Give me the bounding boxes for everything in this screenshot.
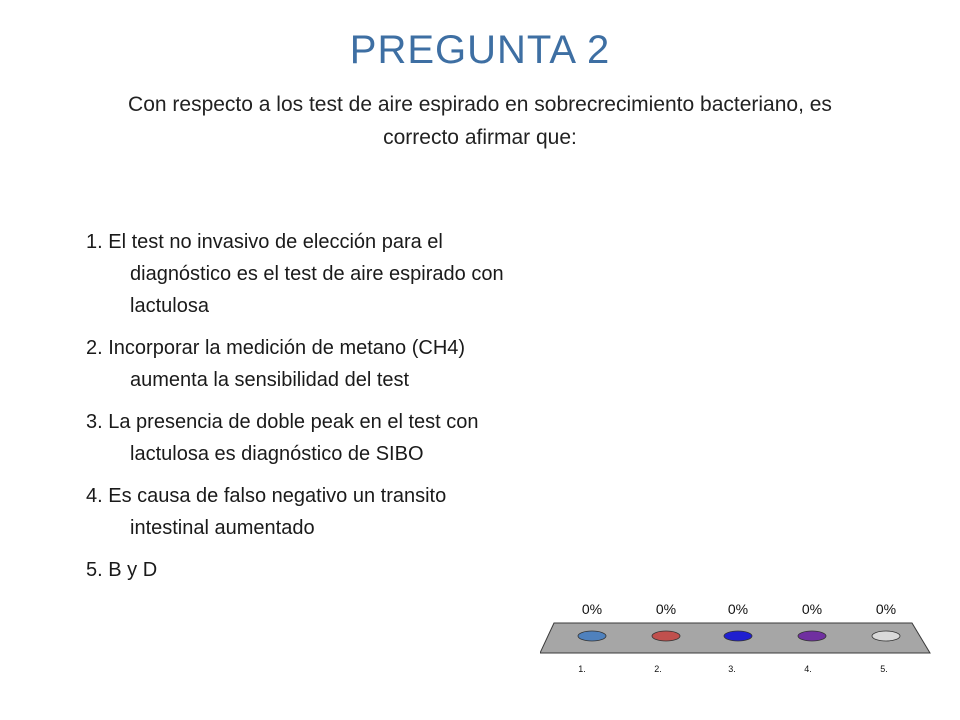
category-label: 1.: [578, 664, 586, 674]
bar-base: [578, 631, 606, 641]
category-label: 2.: [654, 664, 662, 674]
answer-option-1: 1. El test no invasivo de elección para el diagnóstico es el test de aire espirado con lactulosa: [86, 231, 504, 317]
bar-base: [652, 631, 680, 641]
category-label: 3.: [728, 664, 736, 674]
answer-option-5: 5. B y D: [86, 559, 158, 581]
poll-results-chart: [540, 598, 940, 688]
bar-value-label: 0%: [875, 601, 897, 617]
bar-value-label: 0%: [801, 601, 823, 617]
slide-title: PREGUNTA 2: [349, 28, 611, 72]
answer-option-2: 2. Incorporar la medición de metano (CH4) aumenta la sensibilidad del test: [86, 337, 466, 391]
answer-option-3: 3. La presencia de doble peak en el test con lactulosa es diagnóstico de SIBO: [86, 411, 479, 465]
answer-option-4: 4. Es causa de falso negativo un transito intestinal aumentado: [86, 485, 447, 539]
question-text: Con respecto a los test de aire espirado en sobrecrecimiento bacteriano, es correcto afirmar que:: [128, 93, 832, 149]
bar-base: [872, 631, 900, 641]
bar-base: [798, 631, 826, 641]
bar-value-label: 0%: [581, 601, 603, 617]
bar-base: [724, 631, 752, 641]
category-label: 4.: [804, 664, 812, 674]
bar-value-label: 0%: [727, 601, 749, 617]
category-label: 5.: [880, 664, 888, 674]
answer-options: [86, 226, 526, 596]
bar-value-label: 0%: [655, 601, 677, 617]
